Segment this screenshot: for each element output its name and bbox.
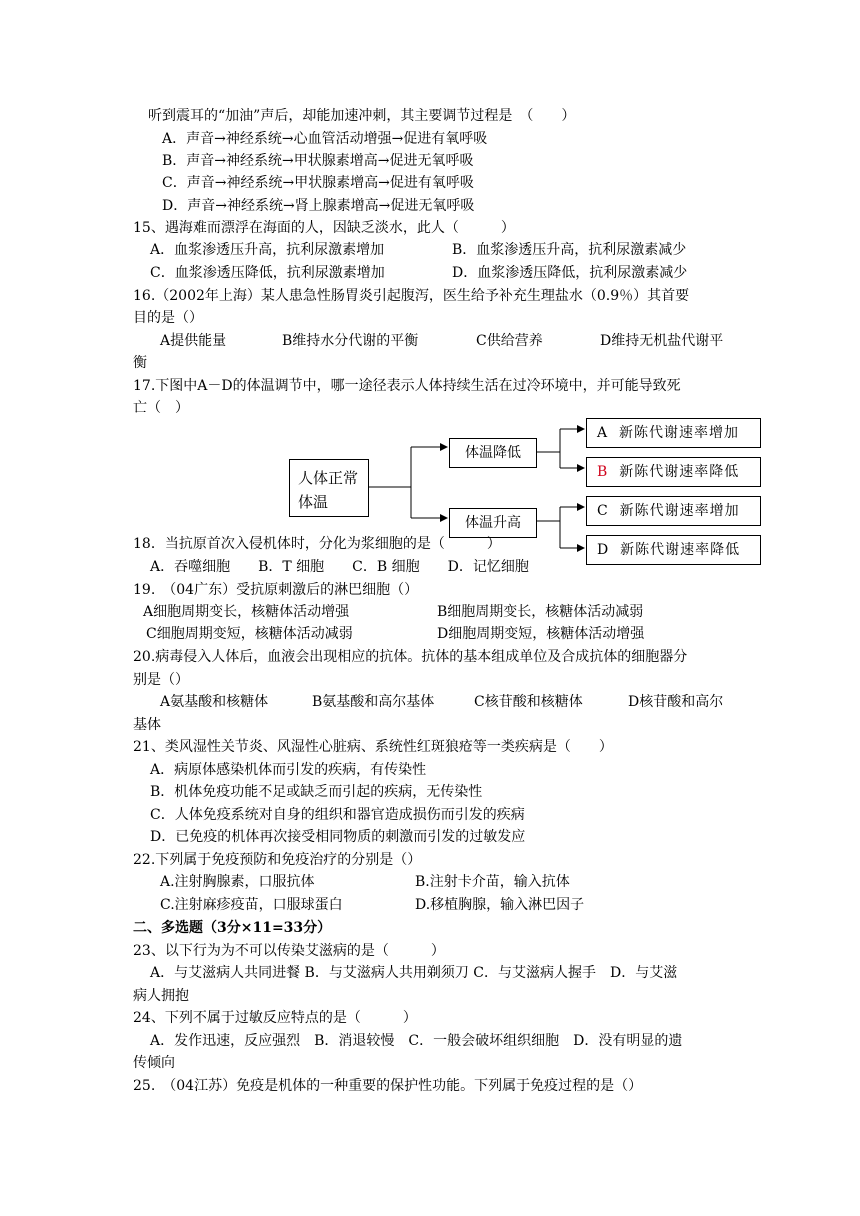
q18-options: A．吞噬细胞 B．T 细胞 C．B 细胞 D．记忆细胞 [150,559,529,575]
q14-option-d: D．声音→神经系统→肾上腺素增高→促进无氧呼吸 [162,198,475,214]
q14-option-a: A．声音→神经系统→心血管活动增强→促进有氧呼吸 [162,131,488,147]
diagram-high-label: 体温升高 [465,515,521,531]
q15-stem: 15、遇海难而漂浮在海面的人，因缺乏淡水，此人（ ） [133,220,515,236]
q23-options-line2: 病人拥抱 [133,988,189,1004]
q21-option-b: B．机体免疫功能不足或缺乏而引起的疾病，无传染性 [150,784,483,800]
q14-option-b: B．声音→神经系统→甲状腺素增高→促进无氧呼吸 [162,153,474,169]
q15-option-b: B．血浆渗透压升高，抗利尿激素减少 [452,242,687,258]
diagram-option-b-text: 新陈代谢速率降低 [619,464,740,480]
q20-stem-line2: 别是（） [133,672,189,688]
q20-option-b: B氨基酸和高尔基体 [312,694,435,710]
q19-option-a: A细胞周期变长，核糖体活动增强 [143,604,350,620]
q17-stem-line2: 亡（ ） [133,400,189,416]
diagram-option-d-letter: D [597,542,610,558]
q18-stem: 18．当抗原首次入侵机体时，分化为浆细胞的是（ ） [133,536,501,552]
q22-option-d: D.移植胸腺，输入淋巴因子 [415,897,585,913]
diagram-root-label: 人体正常体温 [298,469,359,511]
diagram-option-c-box [586,496,761,526]
q21-option-d: D．已免疫的机体再次接受相同物质的刺激而引发的过敏发应 [150,829,526,845]
q20-stem-line1: 20.病毒侵入人体后，血液会出现相应的抗体。抗体的基本组成单位及合成抗体的细胞器分 [133,649,688,665]
q14-stem: 听到震耳的“加油”声后，却能加速冲刺，其主要调节过程是 （ ） [148,108,576,124]
q20-option-d: D核苷酸和高尔 [628,694,724,710]
q24-stem: 24、下列不属于过敏反应特点的是（ ） [133,1010,417,1026]
diagram-option-a-letter: A [597,425,609,441]
diagram-low-label: 体温降低 [465,445,521,461]
q19-option-d: D细胞周期变短，核糖体活动增强 [437,626,645,642]
diagram-option-c-text: 新陈代谢速率增加 [619,503,740,519]
diagram-option-b-box [586,457,761,487]
q24-options-line2: 传倾向 [133,1055,175,1071]
q23-stem: 23、以下行为为不可以传染艾滋病的是（ ） [133,943,445,959]
q22-option-b: B.注射卡介苗，输入抗体 [415,874,570,890]
q20-option-d-wrap: 基体 [133,717,161,733]
q16-option-d-wrap: 衡 [133,355,147,371]
q23-options-line1: A．与艾滋病人共同进餐 B．与艾滋病人共用剃须刀 C．与艾滋病人握手 D．与艾滋 [150,965,678,981]
q25-stem: 25. （04江苏）免疫是机体的一种重要的保护性功能。下列属于免疫过程的是（） [133,1078,643,1094]
q21-stem: 21、类风湿性关节炎、风湿性心脏病、系统性红斑狼疮等一类疾病是（ ） [133,739,613,755]
q22-option-c: C.注射麻疹疫苗，口服球蛋白 [160,897,343,913]
q20-option-c: C核苷酸和核糖体 [474,694,583,710]
q20-option-a: A氨基酸和核糖体 [160,694,269,710]
q21-option-a: A．病原体感染机体而引发的疾病，有传染性 [150,762,427,778]
q24-options-line1: A．发作迅速，反应强烈 B．消退较慢 C．一般会破坏组织细胞 D．没有明显的遗 [150,1033,683,1049]
q16-option-d: D维持无机盐代谢平 [600,333,724,349]
q15-option-a: A．血浆渗透压升高，抗利尿激素增加 [150,242,385,258]
q16-option-b: B维持水分代谢的平衡 [282,333,419,349]
q15-option-c: C．血浆渗透压降低，抗利尿激素增加 [150,265,385,281]
q17-stem-line1: 17.下图中A－D的体温调节中，哪一途径表示人体持续生活在过冷环境中，并可能导致死 [133,378,681,394]
diagram-option-b-letter: B [597,464,609,480]
diagram-option-d-box [586,535,761,565]
q19-option-b: B细胞周期变长，核糖体活动减弱 [437,604,644,620]
diagram-option-d-text: 新陈代谢速率降低 [620,542,741,558]
q14-option-c: C．声音→神经系统→甲状腺素增高→促进有氧呼吸 [162,175,474,191]
diagram-option-a-box [586,418,761,448]
q16-stem-line1: 16.（2002年上海）某人患急性肠胃炎引起腹泻，医生给予补充生理盐水（0.9％）其首要 [133,288,690,304]
diagram-option-c-letter: C [597,503,609,519]
diagram-root-box [289,459,369,517]
q19-stem: 19. （04广东）受抗原刺激后的淋巴细胞（） [133,582,419,598]
q22-option-a: A.注射胸腺素，口服抗体 [160,874,315,890]
q16-option-c: C供给营养 [476,333,543,349]
section-multi-choice-heading: 二、多选题（3分×11=33分） [133,920,332,936]
q15-option-d: D．血浆渗透压降低，抗利尿激素减少 [452,265,688,281]
q19-option-c: C细胞周期变短，核糖体活动减弱 [146,626,353,642]
q16-stem-line2: 目的是（） [133,310,203,326]
q22-stem: 22.下列属于免疫预防和免疫治疗的分别是（） [133,852,422,868]
diagram-option-a-text: 新陈代谢速率增加 [619,425,740,441]
diagram-low-box [449,438,537,468]
q21-option-c: C．人体免疫系统对自身的组织和器官造成损伤而引发的疾病 [150,807,525,823]
q16-option-a: A提供能量 [160,333,227,349]
